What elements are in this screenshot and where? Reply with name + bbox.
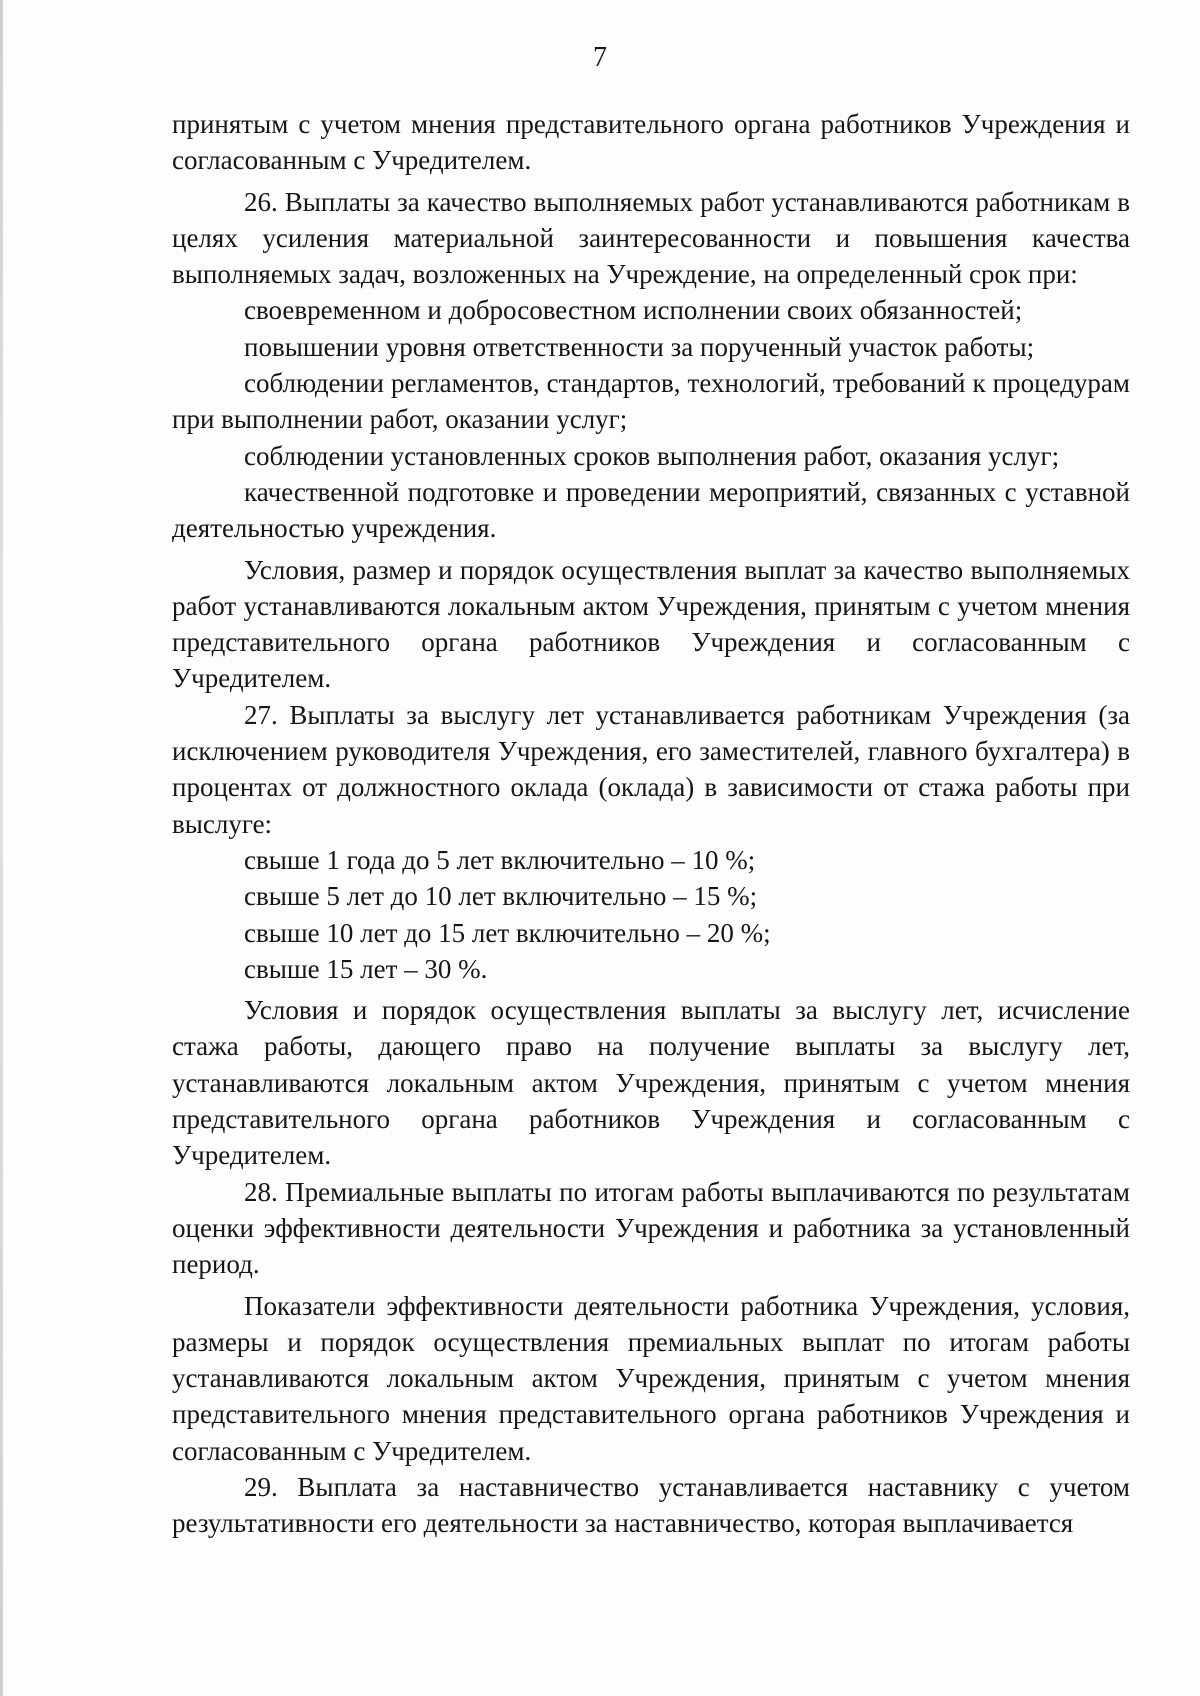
clause-26-item-3: соблюдении регламентов, стандартов, технологий, требований к процедурам при выполнении работ, оказании услуг; <box>172 368 1130 435</box>
clause-26-item-4: соблюдении установленных сроков выполнения работ, оказания услуг; <box>244 440 1060 471</box>
clause-27-item-2: свыше 5 лет до 10 лет включительно – 15 %; <box>244 881 758 912</box>
clause-27-item-4: свыше 15 лет – 30 %. <box>244 953 488 984</box>
clause-26: 26. Выплаты за качество выполняемых работ устанавливаются работникам в целях усиления материальной заинтересованности и повышения качества выполняемых задач, возложенных на Учреждение, на определенный срок при: <box>172 186 1130 290</box>
clause-27-item-3: свыше 10 лет до 15 лет включительно – 20 %; <box>244 917 771 948</box>
clause-27-item-1: свыше 1 года до 5 лет включительно – 10 %; <box>244 844 756 875</box>
paragraph-continuation: принятым с учетом мнения представительного органа работников Учреждения и согласованным с Учредителем. <box>172 109 1130 176</box>
clause-28: 28. Премиальные выплаты по итогам работы выплачиваются по результатам оценки эффективности деятельности Учреждения и работника за установленный период. <box>172 1176 1130 1280</box>
page-number: 7 <box>593 42 607 73</box>
clause-26-item-5: качественной подготовке и проведении мероприятий, связанных с уставной деятельностью учреждения. <box>172 476 1130 544</box>
clause-26-conditions: Условия, размер и порядок осуществления выплат за качество выполняемых работ устанавливаются локальным актом Учреждения, принятым с учетом мнения представительного органа работников Учреждения и согласованным с Учредителем. <box>172 554 1130 694</box>
document-body <box>172 106 1130 1542</box>
clause-29: 29. Выплата за наставничество устанавливается наставнику с учетом результативности его деятельности за наставничество, которая выплачивается <box>172 1471 1130 1539</box>
clause-27-conditions: Условия и порядок осуществления выплаты за выслугу лет, исчисление стажа работы, дающего право на получение выплаты за выслугу лет, устанавливаются локальным актом Учреждения, принятым с учетом мнения представительного органа работников Учреждения и согласованным с Учредителем. <box>172 995 1130 1171</box>
clause-27: 27. Выплаты за выслугу лет устанавливается работникам Учреждения (за исключением руководителя Учреждения, его заместителей, главного бухгалтера) в процентах от должностного оклада (оклада) в зависимости от стажа работы при выслуге: <box>172 699 1130 839</box>
clause-26-item-2: повышении уровня ответственности за порученный участок работы; <box>244 331 1035 362</box>
clause-26-item-1: своевременном и добросовестном исполнении своих обязанностей; <box>244 295 1023 326</box>
clause-28-indicators: Показатели эффективности деятельности работника Учреждения, условия, размеры и порядок осуществления премиальных выплат по итогам работы устанавливаются локальным актом Учреждения, принятым с учетом мнения представительного мнения представительного органа работников Учреждения и согласованным с Учредителем. <box>172 1290 1130 1466</box>
scan-edge <box>0 0 3 1696</box>
